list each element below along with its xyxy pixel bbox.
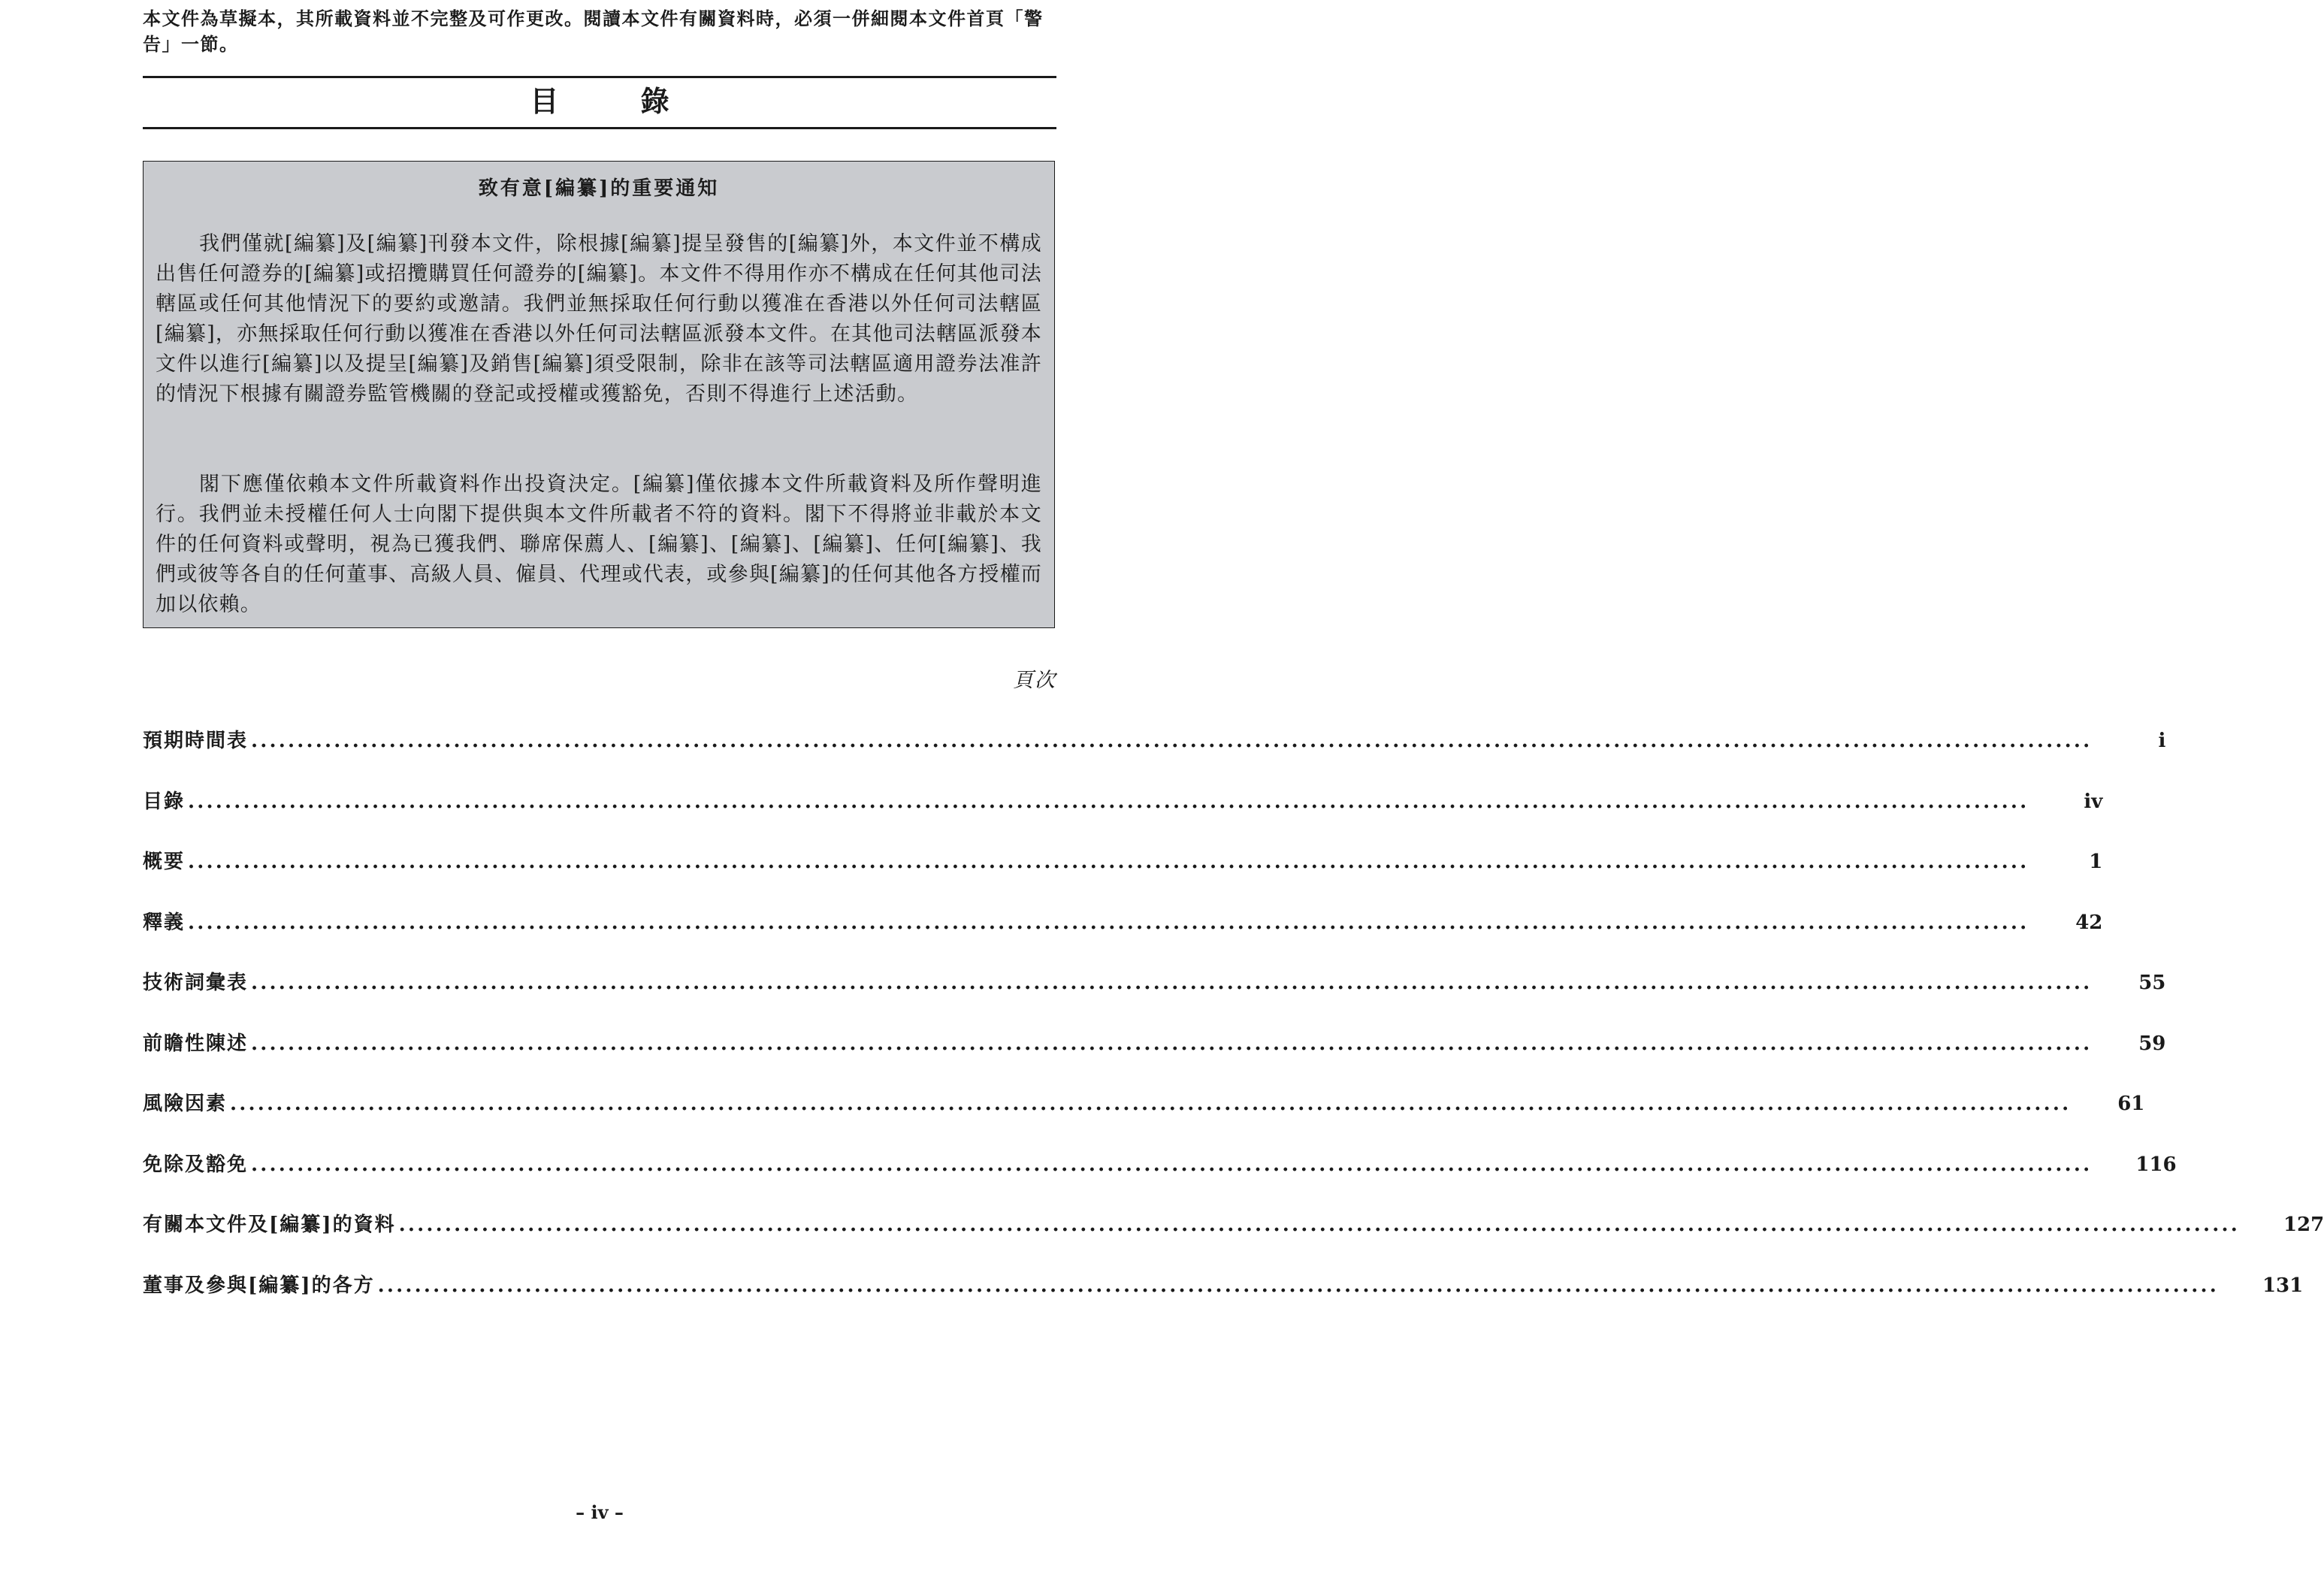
toc-entry-title: 董事及參與[編纂]的各方 (143, 1274, 375, 1297)
toc-entry-link[interactable] (143, 1272, 2304, 1299)
toc-entry-link[interactable] (143, 727, 2166, 754)
toc-entry-link[interactable] (143, 1090, 2145, 1117)
toc-dot-leader: ........................................................................................................................................................................................................ (188, 911, 2029, 934)
toc-entry (143, 1272, 2304, 1333)
toc-entry-link[interactable] (143, 1151, 2177, 1178)
toc-entry (143, 1151, 2177, 1212)
toc-entry-title: 預期時間表 (143, 730, 249, 752)
toc-dot-leader: ........................................................................................................................................................................................................ (251, 730, 2093, 752)
toc-entry-title: 技術詞彙表 (143, 972, 249, 994)
toc-entry (143, 848, 2103, 909)
toc-entry-link[interactable] (143, 788, 2103, 815)
toc-entry (143, 727, 2166, 788)
toc-entry-page: 131 (2262, 1274, 2304, 1297)
toc-entry (143, 909, 2103, 970)
toc-entry-page: 127 (2283, 1214, 2324, 1236)
toc-entry-link[interactable] (143, 1030, 2166, 1057)
toc-entry-title: 釋義 (143, 911, 186, 934)
toc-entry-title: 有關本文件及[編纂]的資料 (143, 1214, 396, 1236)
page-title: 目 錄 (530, 84, 706, 118)
notice-paragraph: 閣下應僅依賴本文件所載資料作出投資決定。[編纂]僅依據本文件所載資料及所作聲明進行。我們並未授權任何人士向閣下提供與本文件所載者不符的資料。閣下不得將並非載於本文件的任何資料或聲明，視為已獲我們、聯席保薦人、[編纂]、[編纂]、[編纂]、任何[編纂]、我們或彼等各自的任何董事、高級人員、僱員、代理或代表，或參與[編纂]的任何其他各方授權而加以依賴。 (156, 473, 1042, 616)
toc-entry-link[interactable] (143, 848, 2103, 875)
toc-dot-leader: ........................................................................................................................................................................................................ (251, 972, 2093, 994)
toc-entry-title: 目錄 (143, 790, 186, 813)
notice-paragraph: 我們僅就[編纂]及[編纂]刊發本文件，除根據[編纂]提呈發售的[編纂]外，本文件並不構成出售任何證券的[編纂]或招攬購買任何證券的[編纂]。本文件不得用作亦不構成在任何其他司法轄區或任何其他情況下的要約或邀請。我們並無採取任何行動以獲准在香港以外任何司法轄區[編纂]，亦無採取任何行動以獲准在香港以外任何司法轄區派發本文件。在其他司法轄區派發本文件以進行[編纂]以及提呈[編纂]及銷售[編纂]須受限制，除非在該等司法轄區適用證券法准許的情況下根據有關證券監管機關的登記或授權或獲豁免，否則不得進行上述活動。 (156, 232, 1042, 406)
toc-entry-page: 61 (2117, 1093, 2145, 1115)
document-page (143, 0, 2324, 1590)
toc-entry-link[interactable] (143, 1211, 2324, 1238)
toc-dot-leader: ........................................................................................................................................................................................................ (377, 1274, 2219, 1297)
important-notice-box (143, 161, 1055, 628)
footer-page-number: – iv – (576, 1501, 624, 1523)
toc-entry-title: 概要 (143, 851, 186, 873)
toc-dot-leader: ........................................................................................................................................................................................................ (188, 851, 2029, 873)
toc-entry-page: 42 (2075, 911, 2103, 934)
toc-entry-link[interactable] (143, 969, 2166, 996)
toc-entry-title: 前瞻性陳述 (143, 1032, 249, 1055)
toc-entry (143, 788, 2103, 849)
toc-entry (143, 1030, 2166, 1091)
toc-dot-leader: ........................................................................................................................................................................................................ (188, 790, 2029, 813)
title-top-rule (143, 76, 1056, 78)
toc-dot-leader: ........................................................................................................................................................................................................ (251, 1032, 2093, 1055)
toc-entry-page: iv (2084, 790, 2103, 813)
toc-entry-title: 風險因素 (143, 1093, 228, 1115)
toc-entry (143, 969, 2166, 1030)
toc-entry-page: i (2158, 730, 2166, 752)
table-of-contents (143, 727, 2324, 1332)
page-column-label: 頁次 (1013, 669, 1056, 692)
toc-entry-page: 55 (2138, 972, 2166, 994)
toc-entry-page: 59 (2138, 1032, 2166, 1055)
toc-entry-link[interactable] (143, 909, 2103, 936)
toc-entry-title: 免除及豁免 (143, 1153, 249, 1176)
toc-dot-leader: ........................................................................................................................................................................................................ (230, 1093, 2072, 1115)
title-bottom-rule (143, 127, 1056, 129)
toc-entry (143, 1211, 2324, 1272)
toc-dot-leader: ........................................................................................................................................................................................................ (251, 1153, 2093, 1176)
draft-disclaimer-header: 本文件為草擬本，其所載資料並不完整及可作更改。閱讀本文件有關資料時，必須一併細閱本文件首頁「警告」一節。 (143, 8, 1044, 55)
toc-entry-page: 116 (2135, 1153, 2177, 1176)
notice-title: 致有意[編纂]的重要通知 (478, 177, 720, 200)
toc-entry-page: 1 (2089, 851, 2103, 873)
toc-entry (143, 1090, 2145, 1151)
toc-dot-leader: ........................................................................................................................................................................................................ (398, 1214, 2240, 1236)
